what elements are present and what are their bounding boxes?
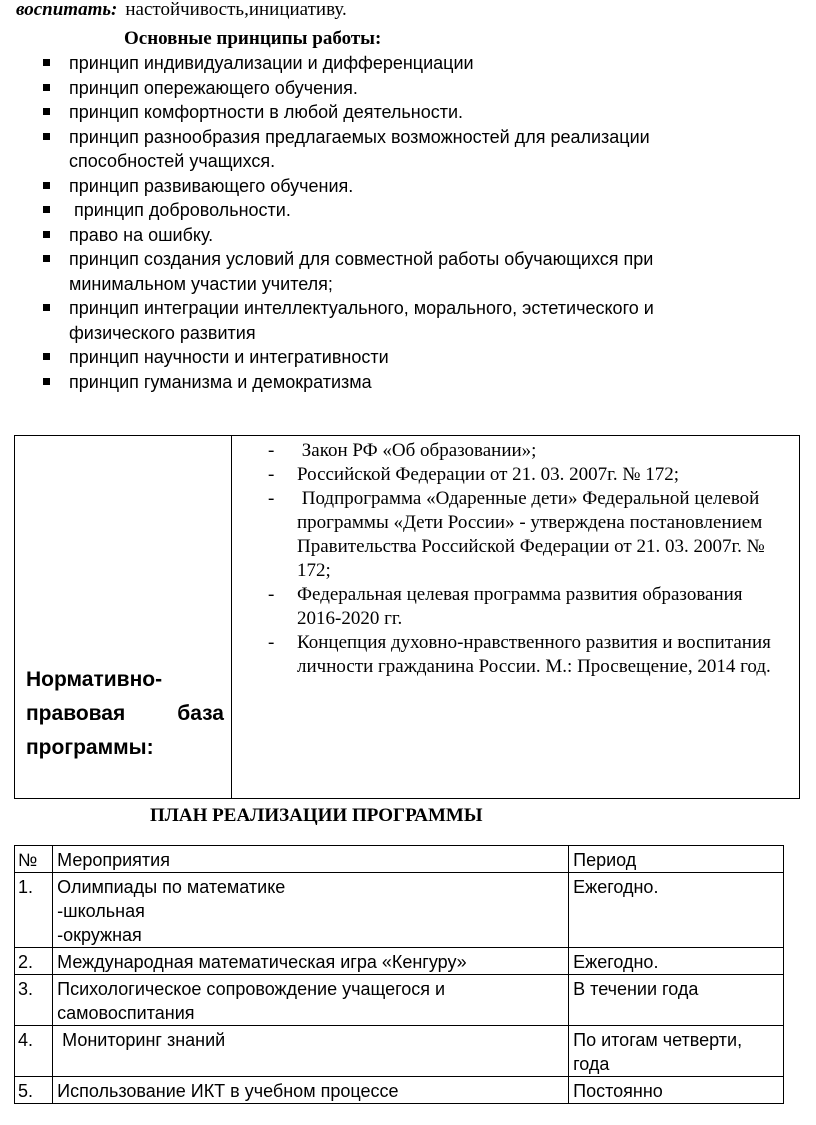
row-activity: Мониторинг знаний	[53, 1026, 569, 1077]
table-row	[15, 975, 784, 1026]
row-num: 1.	[15, 873, 53, 948]
principles-title: Основные принципы работы:	[124, 28, 382, 49]
normative-document: - Российской Федерации от 21. 03. 2007г. № 172;	[268, 464, 679, 485]
row-period: По итогам четверти, года	[569, 1026, 784, 1077]
square-bullet-icon	[43, 108, 50, 115]
square-bullet-icon	[43, 304, 50, 311]
principle-item: принцип индивидуализации и дифференциации	[0, 51, 739, 76]
square-bullet-icon	[43, 206, 50, 213]
header-num: №	[15, 846, 53, 873]
square-bullet-icon	[43, 59, 50, 66]
row-activity: Использование ИКТ в учебном процессе	[53, 1077, 569, 1104]
principle-item: принцип гуманизма и демократизма	[0, 370, 739, 395]
row-activity: Психологическое сопровождение учащегося и самовоспитания	[53, 975, 569, 1026]
row-activity: Международная математическая игра «Кенгуру»	[53, 948, 569, 975]
principle-item: принцип разнообразия предлагаемых возможностей для реализации способностей учащихся.	[0, 125, 739, 174]
principle-item: принцип создания условий для совместной работы обучающихся при минимальном участии учителя;	[0, 247, 739, 296]
square-bullet-icon	[43, 255, 50, 262]
table-row	[15, 948, 784, 975]
principle-item: принцип комфортности в любой деятельности.	[0, 100, 739, 125]
square-bullet-icon	[43, 353, 50, 360]
normative-document: - Подпрограмма «Одаренные дети» Федеральной целевой программы «Дети России» - утверждена постановлением Правительства Российской Федерации от 21. 03. 2007г. № 172;	[268, 488, 770, 581]
header-activity: Мероприятия	[53, 846, 569, 873]
normative-base-table	[14, 435, 800, 799]
principle-item: принцип опережающего обучения.	[0, 76, 739, 101]
normative-label: Нормативно- правовая база программы:	[26, 668, 224, 759]
row-activity: Олимпиады по математике -школьная -окружная	[53, 873, 569, 948]
principle-item: принцип интеграции интеллектуального, морального, эстетического и физического развития	[0, 296, 739, 345]
plan-title: ПЛАН РЕАЛИЗАЦИИ ПРОГРАММЫ	[150, 805, 483, 826]
row-period: Постоянно	[569, 1077, 784, 1104]
square-bullet-icon	[43, 378, 50, 385]
normative-document: - Концепция духовно-нравственного развития и воспитания личности гражданина России. М.: Просвещение, 2014 год.	[268, 632, 771, 677]
row-period: В течении года	[569, 975, 784, 1026]
square-bullet-icon	[43, 133, 50, 140]
table-header-row	[15, 846, 784, 873]
table-row	[15, 873, 784, 948]
row-num: 4.	[15, 1026, 53, 1077]
square-bullet-icon	[43, 231, 50, 238]
intro-line	[16, 0, 347, 22]
row-num: 2.	[15, 948, 53, 975]
principle-item: принцип научности и интегративности	[0, 345, 739, 370]
principles-list	[0, 51, 816, 394]
principle-item: принцип развивающего обучения.	[0, 174, 739, 199]
intro-text: настойчивость,инициативу.	[125, 0, 347, 20]
row-num: 3.	[15, 975, 53, 1026]
square-bullet-icon	[43, 84, 50, 91]
principle-item: право на ошибку.	[0, 223, 739, 248]
header-period: Период	[569, 846, 784, 873]
normative-label-cell	[15, 436, 232, 798]
normative-documents-list	[260, 439, 780, 679]
intro-lead: воспитать:	[16, 0, 118, 20]
square-bullet-icon	[43, 182, 50, 189]
row-period: Ежегодно.	[569, 948, 784, 975]
row-num: 5.	[15, 1077, 53, 1104]
normative-document: - Федеральная целевая программа развития образования 2016-2020 гг.	[268, 584, 743, 629]
table-row	[15, 1077, 784, 1104]
normative-document: - Закон РФ «Об образовании»;	[268, 440, 537, 461]
row-period: Ежегодно.	[569, 873, 784, 948]
principle-item: принцип добровольности.	[0, 198, 739, 223]
table-row	[15, 1026, 784, 1077]
plan-table	[14, 845, 784, 1104]
